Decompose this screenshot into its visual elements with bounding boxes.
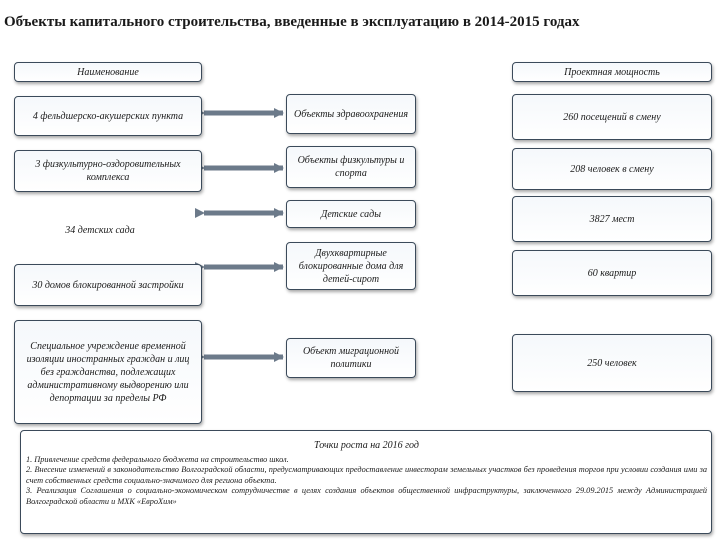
center-box-2 xyxy=(286,146,416,188)
left-label-1: 4 фельдшерско-акушерских пункта xyxy=(32,110,184,122)
left-label-5: Специальное учреждение временной изоляции иностранных граждан и лиц без гражданства, подлежащих административному выдворению или депортации за пределы РФ xyxy=(26,340,190,404)
right-label-5: 250 человек xyxy=(587,357,637,369)
right-label-4: 60 квартир xyxy=(587,267,637,279)
left-box-4 xyxy=(14,264,202,306)
right-label-3: 3827 мест xyxy=(589,213,635,225)
right-box-2 xyxy=(512,148,712,190)
page-title: Объекты капитального строительства, введенные в эксплуатацию в 2014-2015 годах xyxy=(4,14,580,30)
growth-point-3: 3. Реализация Соглашения о социально-экономическом сотрудничестве в целях создания объектов общественной инфраструктуры, заключенного 29.09.2015 между Администрацией Волгоградской области и МХК «ЕвроХим» xyxy=(26,486,707,506)
left-box-5 xyxy=(14,320,202,424)
header-name-label: Наименование xyxy=(77,66,139,78)
header-capacity-label: Проектная мощность xyxy=(564,66,660,78)
center-label-3: Детские сады xyxy=(321,208,381,220)
center-label-2: Объекты физкультуры и спорта xyxy=(297,155,405,179)
center-label-4: Двухквартирные блокированные дома для детей-сирот xyxy=(298,247,404,285)
growth-points-box xyxy=(20,430,712,534)
center-box-3 xyxy=(286,200,416,228)
left-label-3: 34 детских сада xyxy=(65,225,135,236)
growth-point-1: 1. Привлечение средств федерального бюджета на строительство школ. xyxy=(26,454,289,464)
center-label-5: Объект миграционной политики xyxy=(302,346,400,370)
right-box-4 xyxy=(512,250,712,296)
right-box-1 xyxy=(512,94,712,140)
right-label-2: 208 человек в смену xyxy=(570,163,654,175)
center-box-1 xyxy=(286,94,416,134)
center-box-4 xyxy=(286,242,416,290)
right-box-3 xyxy=(512,196,712,242)
left-label-2: 3 физкультурно-оздоровительных комплекса xyxy=(35,159,181,183)
left-box-2 xyxy=(14,150,202,192)
growth-point-2: 2. Внесение изменений в законодательство Волгоградской области, предусматривающих предоставление инвесторам земельных участков без проведения торгов при условии создания ими за счет собственных средств социально-значимого для региона объекта. xyxy=(26,465,707,485)
left-label-4: 30 домов блокированной застройки xyxy=(32,279,184,291)
center-box-5 xyxy=(286,338,416,378)
left-box-1 xyxy=(14,96,202,136)
right-label-1: 260 посещений в смену xyxy=(563,111,661,123)
center-label-1: Объекты здравоохранения xyxy=(294,108,408,120)
right-box-5 xyxy=(512,334,712,392)
growth-points-title: Точки роста на 2016 год xyxy=(314,440,419,451)
